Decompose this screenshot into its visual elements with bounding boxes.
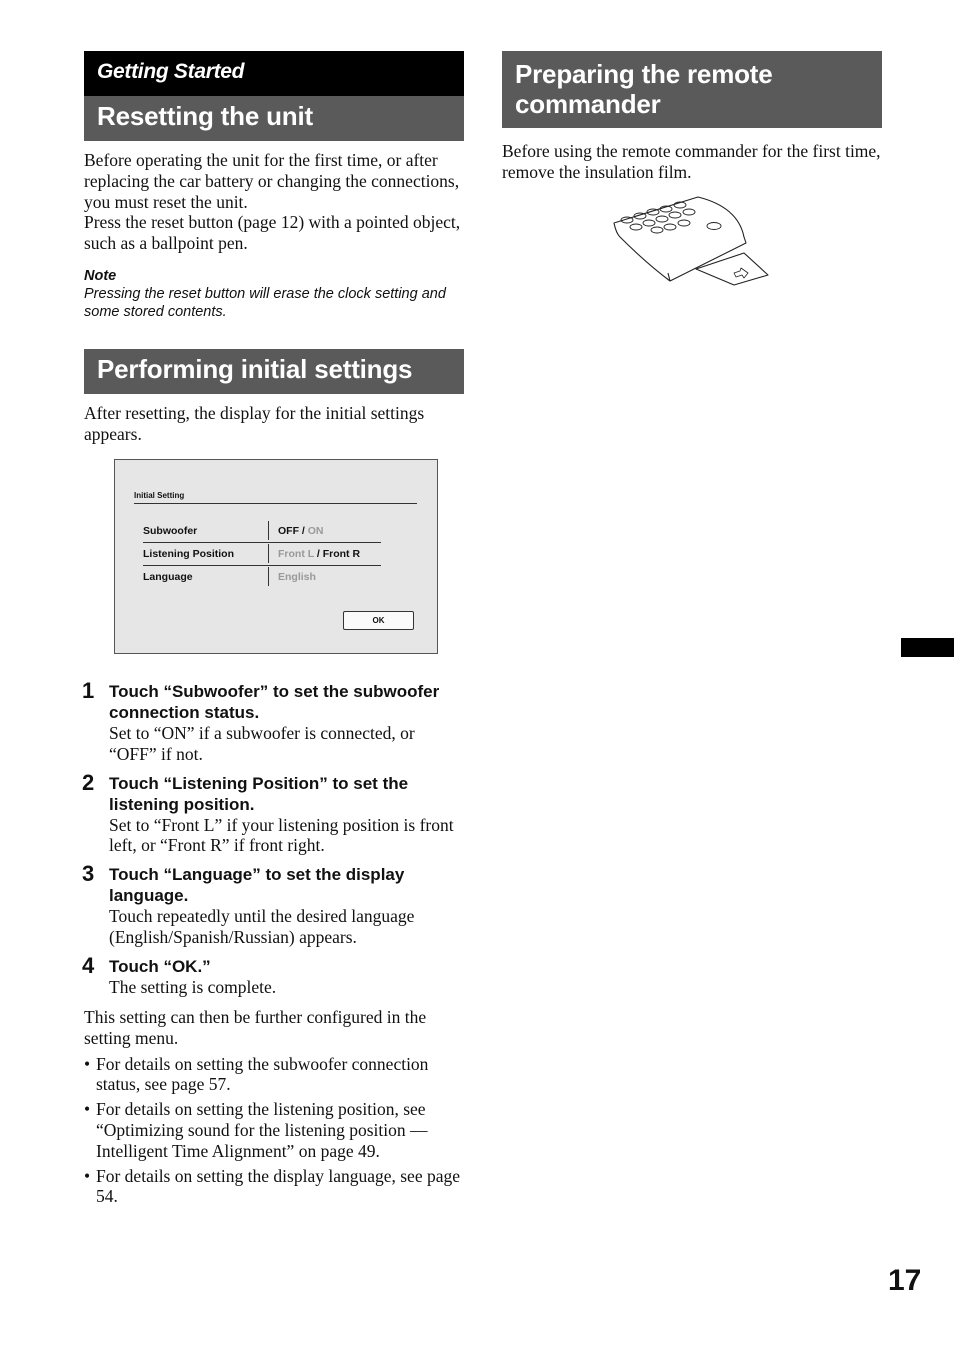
step-item — [82, 769, 464, 857]
left-column — [84, 51, 464, 445]
setting-value: OFF / ON — [278, 525, 324, 537]
chapter-tab-marker — [901, 638, 954, 657]
step-description: The setting is complete. — [109, 976, 277, 997]
step-number: 4 — [82, 952, 95, 978]
step-number: 1 — [82, 678, 95, 703]
setting-label: Subwoofer — [143, 525, 198, 537]
step-description: Set to “ON” if a subwoofer is connected, or “OFF” if not. — [109, 723, 415, 764]
row-separator — [268, 544, 269, 563]
setting-row-subwoofer[interactable] — [143, 520, 381, 543]
step-description: Touch repeatedly until the desired language (English/Spanish/Russian) appears. — [109, 906, 415, 947]
reset-paragraph-2: Press the reset button (page 12) with a pointed object, such as a ballpoint pen. — [84, 212, 461, 254]
step-item — [84, 680, 464, 765]
step-description: Set to “Front L” if your listening position is front left, or “Front R” if front right. — [109, 814, 454, 856]
initial-setting-screen — [114, 459, 438, 654]
row-separator — [268, 521, 269, 540]
heading-resetting-the-unit: Resetting the unit — [84, 96, 464, 141]
details-list — [84, 1054, 464, 1208]
page-number: 17 — [888, 1264, 922, 1297]
step-title: Touch “OK.” — [109, 956, 211, 976]
screen-title: Initial Setting — [134, 491, 417, 504]
perform-paragraph: After resetting, the display for the initial settings appears. — [84, 402, 425, 444]
after-steps — [84, 1007, 464, 1211]
list-item: • For details on setting the listening position, see “Optimizing sound for the listening position — Intelligent Time Alignment” on page 49. — [84, 1099, 464, 1161]
step-title: Touch “Listening Position” to set the listening position. — [109, 773, 409, 814]
reset-paragraph-1: Before operating the unit for the first time, or after replacing the car battery or changing the connections, you must reset the unit. — [84, 150, 460, 212]
after-paragraph: This setting can then be further configured in the setting menu. — [84, 1007, 427, 1048]
setting-label: Language — [143, 571, 193, 583]
step-title: Touch “Subwoofer” to set the subwoofer connection status. — [109, 682, 440, 722]
step-item — [84, 863, 464, 948]
step-title: Touch “Language” to set the display language. — [109, 865, 405, 906]
step-number: 3 — [82, 861, 95, 887]
setting-label: Listening Position — [143, 548, 234, 560]
row-separator — [268, 567, 269, 586]
list-item: • For details on setting the subwoofer connection status, see page 57. — [84, 1054, 464, 1096]
remote-paragraph: Before using the remote commander for the first time, remove the insulation film. — [502, 141, 881, 182]
heading-preparing-the-remote-commander: Preparing the remote commander — [502, 51, 882, 128]
setting-value: Front L / Front R — [278, 548, 361, 560]
list-item: • For details on setting the display language, see page 54. — [84, 1166, 464, 1208]
steps-list — [84, 680, 464, 998]
section-tag: Getting Started — [84, 51, 464, 96]
note-title: Note — [84, 267, 117, 284]
setting-row-listening-position[interactable] — [143, 543, 381, 566]
right-column — [502, 51, 882, 183]
heading-performing-initial-settings: Performing initial settings — [84, 349, 464, 394]
setting-row-language[interactable] — [143, 566, 381, 588]
remote-commander-illustration — [610, 193, 772, 288]
ok-button[interactable]: OK — [343, 611, 414, 630]
step-item — [82, 952, 464, 998]
note-text: Pressing the reset button will erase the clock setting and some stored contents. — [84, 285, 446, 320]
setting-value: English — [278, 571, 316, 583]
step-number: 2 — [82, 769, 95, 795]
